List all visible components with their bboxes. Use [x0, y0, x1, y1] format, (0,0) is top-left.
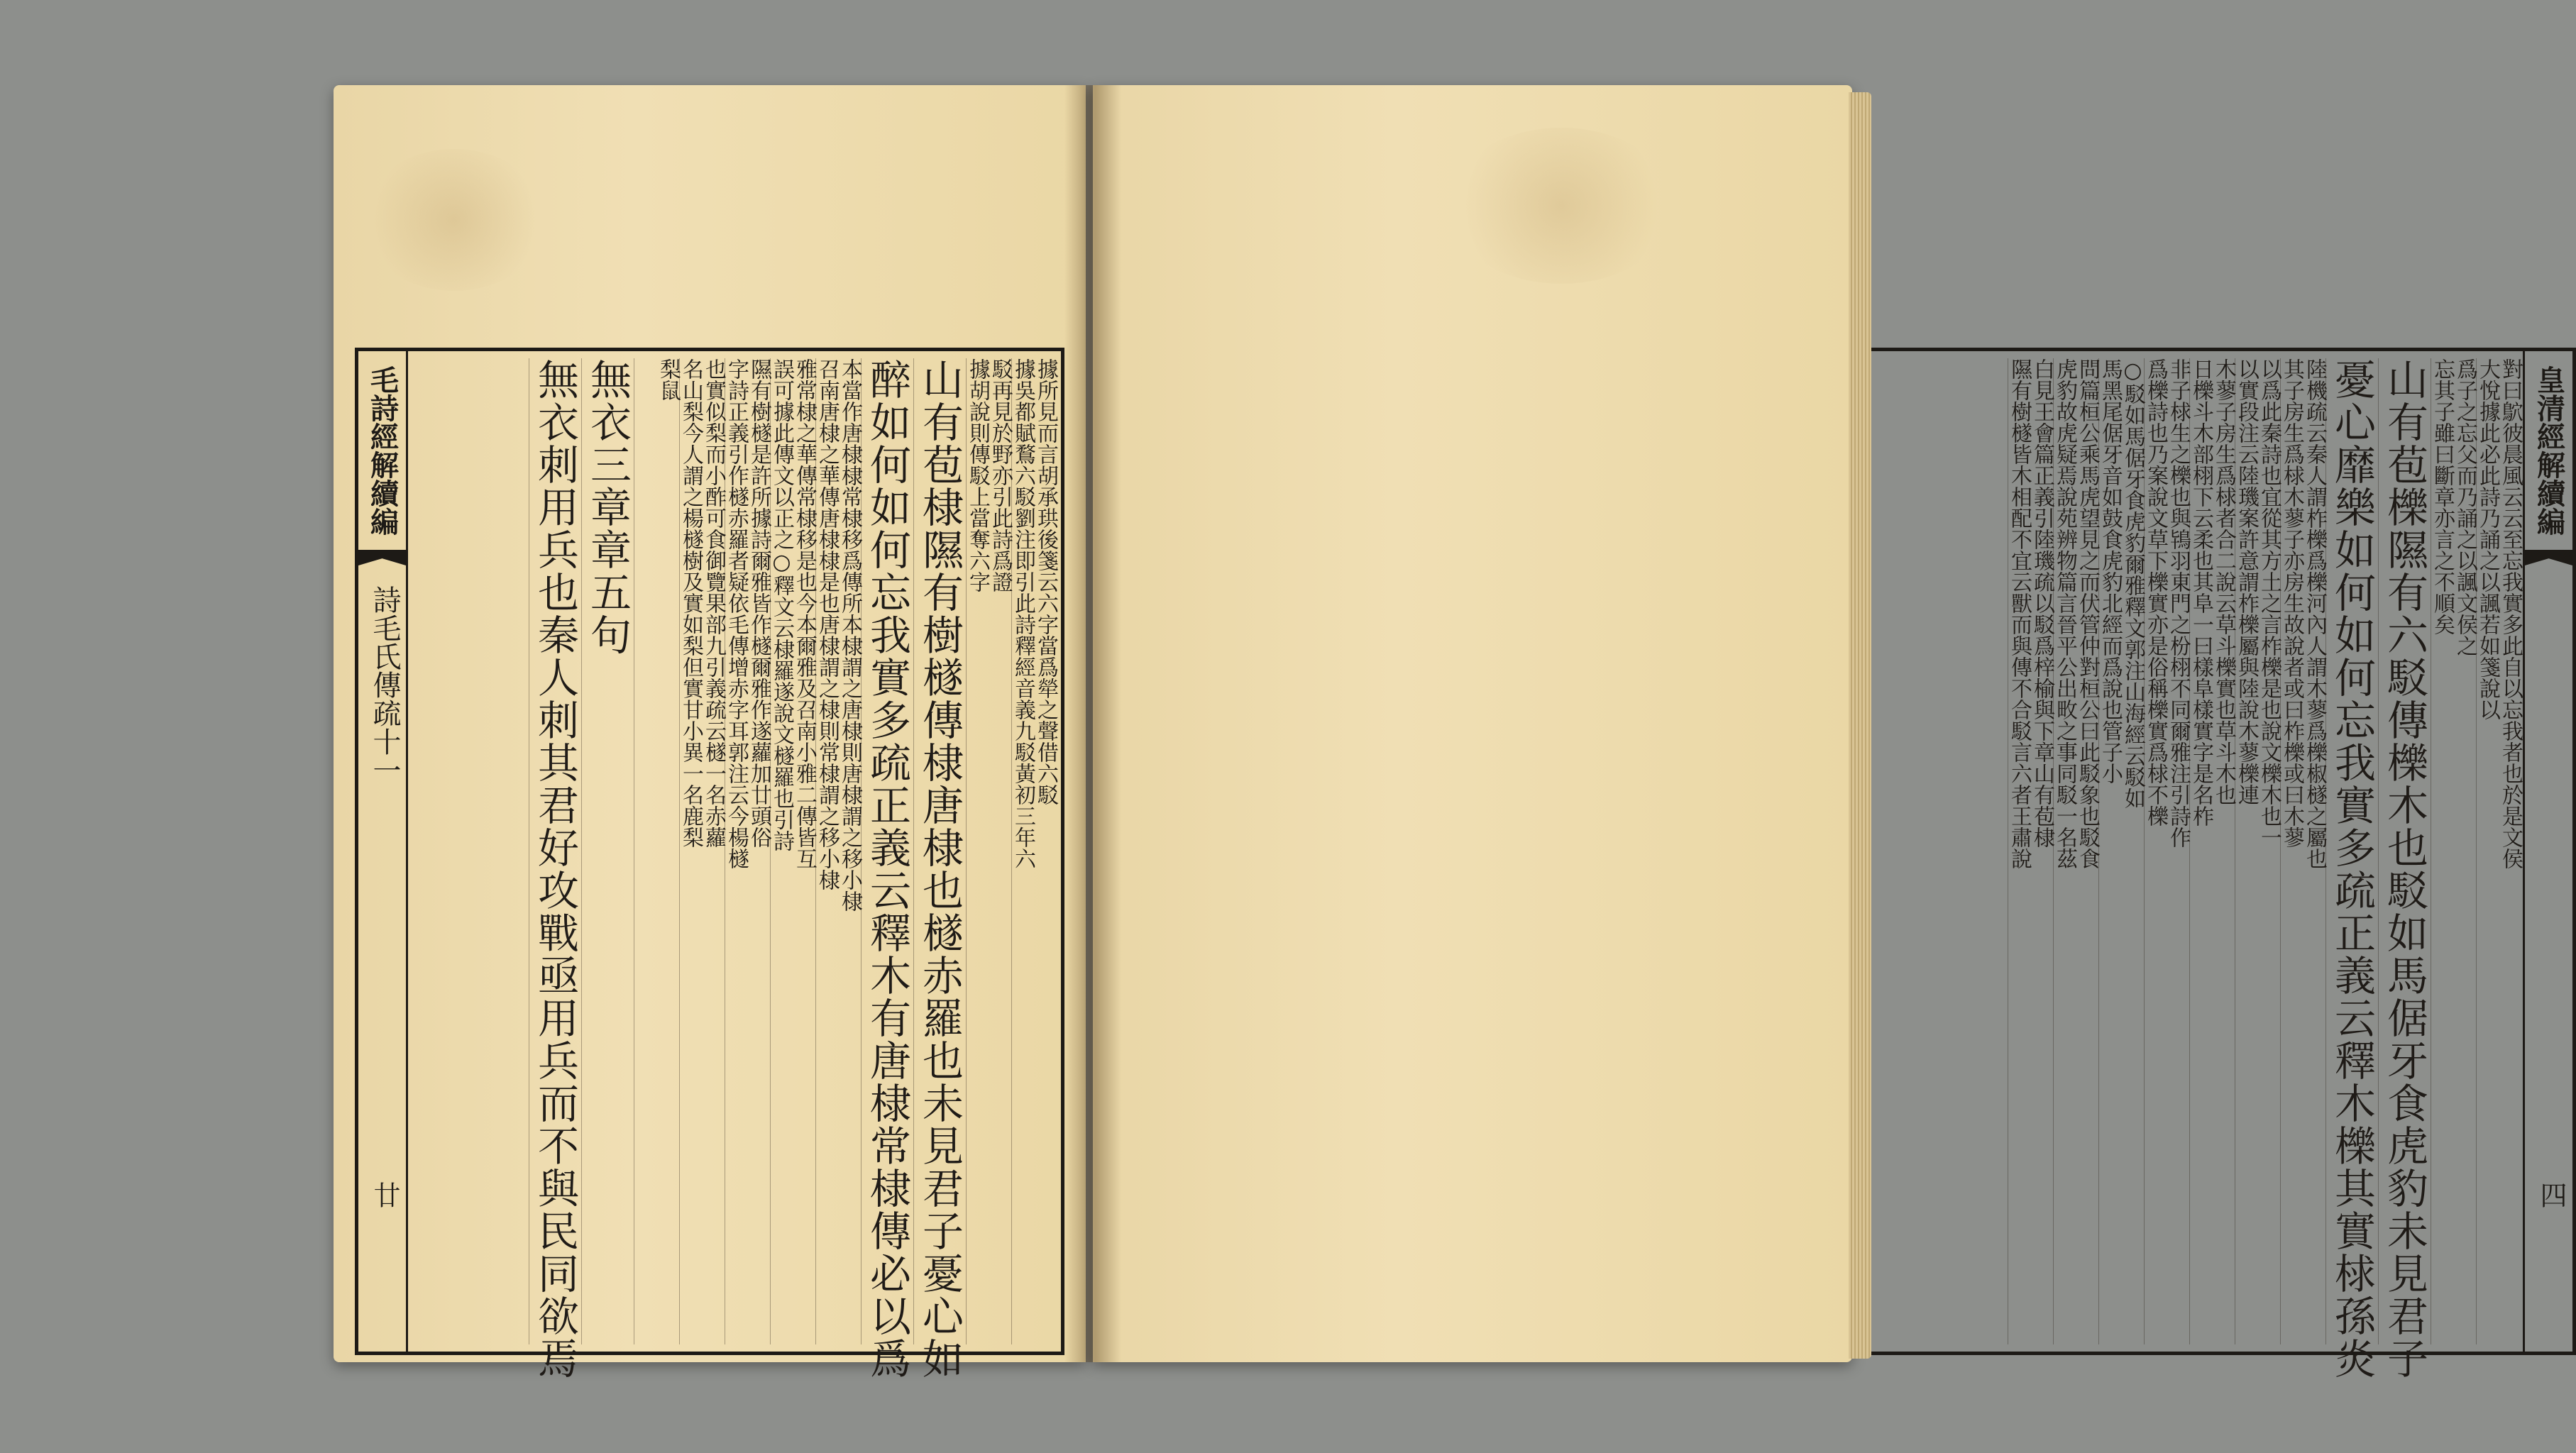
left-folio-number: 廿 — [369, 1181, 400, 1208]
left-fishtail-mark — [358, 550, 406, 565]
commentary-line: 馬黑尾倨牙音如鼓食虎豹北經而爲說也管子小 — [2098, 358, 2123, 784]
commentary-line: 爲櫟詩也乃案說文草下櫟實亦是俗稱櫟實爲梂不櫟 — [2143, 358, 2168, 827]
commentary-double-column — [2431, 358, 2476, 1344]
left-banxin — [358, 351, 408, 1352]
main-text-column: 無衣三章章五句 — [581, 358, 634, 1344]
commentary-line: 大悅據此必此詩乃誦之以諷若如箋說以 — [2475, 358, 2500, 720]
commentary-double-column — [815, 358, 861, 1344]
commentary-double-column — [1011, 358, 1057, 1344]
commentary-line: 隰有樹檖是許所據詩爾雅皆作檖爾雅作遂蘿加廿頭俗 — [747, 358, 771, 848]
commentary-line: 問篇桓公乘馬虎望見之而伏管仲對桓公曰此駁象也駁食 — [2075, 358, 2100, 869]
commentary-line: 駁再見於野亦引此詩爲證 — [988, 358, 1013, 592]
commentary-line: 虎豹故虎疑焉說苑辨物篇言晉平公出畋之事同駁一名茲 — [2052, 358, 2077, 869]
paper-stain — [362, 149, 546, 291]
main-text-column: 山有苞棣隰有樹檖傳棣唐棣也檖赤羅也未見君子憂心如 — [913, 358, 966, 1344]
commentary-line: 木蓼子房生爲梂者合二說云草斗櫟實也草斗木也 — [2211, 358, 2236, 805]
left-banxin-section: 詩毛氏傳疏十一 — [368, 585, 401, 784]
main-text-column: 無衣刺用兵也秦人刺其君好攻戰亟用兵而不與民同欲焉 — [529, 358, 581, 1344]
commentary-double-column — [2053, 358, 2098, 1344]
commentary-line: 本當作唐棣棣常棣移爲傳所本棣謂之唐棣則唐棣謂之移小棣 — [837, 358, 862, 912]
commentary-double-column — [770, 358, 815, 1344]
commentary-double-column — [2144, 358, 2189, 1344]
commentary-double-column — [2235, 358, 2280, 1344]
commentary-line: 據吳都賦鶩六駁劉注即引此詩釋經音義九駁黃初三年六 — [1011, 358, 1035, 869]
right-page — [1093, 85, 2567, 1380]
commentary-line: 誤可據此傳文以正之○釋文云棣羅遂說文檖羅也引詩 — [769, 358, 794, 851]
commentary-double-column — [2189, 358, 2235, 1344]
left-text-frame — [355, 348, 1064, 1380]
main-text-column: 醉如何如何忘我實多疏正義云釋木有唐棣常棣傳必以爲 — [861, 358, 913, 1344]
commentary-line: 以爲此秦詩也宜從其方土之言柞櫟是也說文櫟木也一 — [2257, 358, 2281, 848]
open-book — [334, 85, 2567, 1380]
commentary-line: 白見王會篇正義引陸璣疏以駁爲梓榆與下章山有苞棣 — [2030, 358, 2054, 848]
right-text-frame — [1866, 348, 2576, 1380]
main-text-column: 山有苞櫟隰有六駁傳櫟木也駁如馬倨牙食虎豹未見君子 — [2378, 358, 2431, 1344]
commentary-line: ○駁如馬倨牙食虎豹爾雅釋文郭注山海經云駁如 — [2120, 358, 2145, 809]
right-banxin-title: 皇清經解續編 — [2532, 365, 2566, 536]
page-edge-stack — [1849, 92, 1871, 1359]
commentary-line: 據胡說則傳駁上當奪六字 — [965, 358, 990, 592]
commentary-line: 召南唐棣之華傳唐棣棣是也唐棣謂之棣則常棣謂之移小棣 — [815, 358, 840, 890]
commentary-line: 字詩正義引作檖赤羅者疑依毛傳增赤字耳郭注云今楊檖 — [724, 358, 749, 869]
left-page — [334, 85, 1086, 1380]
commentary-double-column — [2008, 358, 2053, 1344]
commentary-line: 陸機疏云秦人謂柞櫟爲櫟河內人謂木蓼爲櫟椒檖之屬也 — [2302, 358, 2327, 869]
right-banxin — [2523, 351, 2572, 1352]
right-fishtail-mark — [2525, 550, 2572, 565]
left-columns — [409, 358, 1058, 1380]
commentary-line: 非子梂生之櫟也與鴇羽東門之枌栩不同爾雅注引詩作 — [2166, 358, 2191, 848]
commentary-line: 對曰鴥彼晨風云云至忘我實多此自以忘我者也於是文侯 — [2498, 358, 2523, 869]
commentary-line: 也實似梨而小酢可食御覽果部九引義疏云檖一名赤蘿 — [701, 358, 726, 848]
commentary-double-column — [634, 358, 679, 1344]
commentary-double-column — [679, 358, 725, 1344]
commentary-line: 忘其子雖曰斷章亦言之不順矣 — [2430, 358, 2455, 635]
commentary-double-column — [2098, 358, 2144, 1344]
commentary-line: 隰有樹檖皆木相配不宜云獸而與傳不合駁言六者王肅說 — [2007, 358, 2032, 869]
commentary-line: 雅常棣之華傳常棣移是也今本爾雅及召南小雅二傳皆互 — [792, 358, 817, 869]
commentary-double-column — [966, 358, 1011, 1344]
commentary-line: 爲子之忘父而乃誦之以諷文侯之 — [2453, 358, 2477, 656]
commentary-double-column — [725, 358, 770, 1344]
main-text-column: 憂心靡樂如何如何忘我實多疏正義云釋木櫟其實梂孫炎 — [2325, 358, 2378, 1344]
book-gutter — [1064, 85, 1121, 1362]
commentary-line: 名山梨今人謂之楊檖樹及實如梨但實甘小異一名鹿梨 — [678, 358, 703, 848]
commentary-line: 據所見而言胡承珙後箋云六字當爲犖之聲借六駁 — [1033, 358, 1058, 805]
commentary-line: 其子房生爲梂木蓼子亦房生故說者或曰柞櫟或曰木蓼 — [2279, 358, 2304, 848]
right-folio-number: 四 — [2536, 1181, 2567, 1208]
commentary-line: 梨鼠 — [656, 358, 681, 401]
commentary-line: 日櫟斗木部栩下云柔也其阜一曰樣阜樣實字是名柞 — [2189, 358, 2213, 827]
left-banxin-title: 毛詩經解續編 — [365, 365, 400, 536]
commentary-double-column — [2476, 358, 2521, 1344]
paper-stain — [1448, 128, 1675, 284]
commentary-line: 以實段注云陸璣案許意謂柞櫟屬與陸說木蓼櫟連 — [2234, 358, 2259, 805]
commentary-line — [634, 358, 656, 1344]
right-columns — [1874, 358, 2523, 1380]
commentary-double-column — [2280, 358, 2325, 1344]
